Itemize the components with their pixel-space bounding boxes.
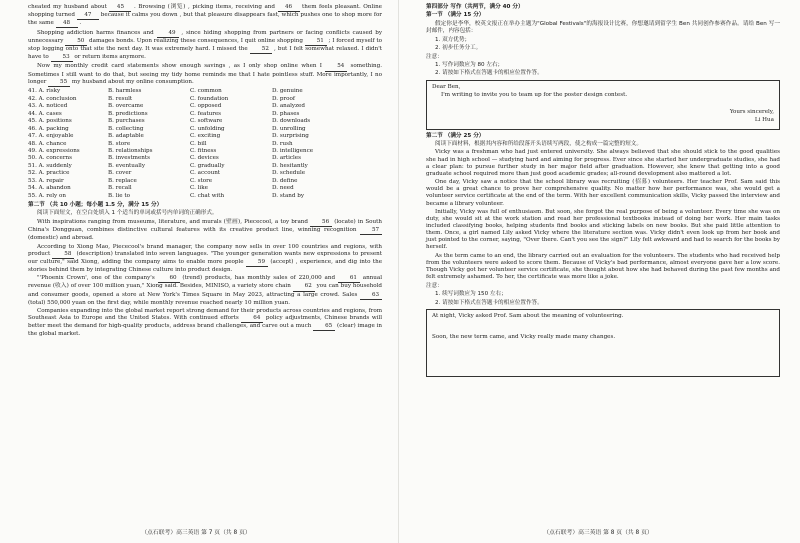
option-48-A: 48. A. chance	[28, 140, 67, 147]
option-50-D: D. articles	[272, 155, 301, 162]
option-49-D: D. intelligence	[272, 147, 314, 154]
option-52-B: B. cover	[108, 170, 132, 177]
note-2-1: 1. 续写词数应为 150 左右；	[435, 291, 507, 298]
blank-46: 46	[278, 4, 300, 12]
option-42-A: 42. A. conclusion	[28, 95, 77, 102]
option-54-A: 54. A. abandon	[28, 185, 71, 192]
blank-63: 63	[360, 292, 382, 300]
page-8-footer: （点石联考）高三英语 第 8 页（共 8 页）	[543, 529, 653, 536]
blank-48: 48	[56, 20, 78, 28]
option-48-D: D. rush	[272, 140, 293, 147]
cloze-continued-paragraph: cheated my husband about 45 . Browsing (浏览) , picking items, receiving and 46 them feels pleasant. Online shopping turned 47 because it calms you down , but that pleasure disappears fast, which pushes one to shop more for the same 48 .	[28, 4, 382, 28]
option-48-B: B. store	[108, 140, 131, 147]
option-45-A: 45. A. positions	[28, 118, 72, 125]
option-55-B: B. lie to	[108, 192, 130, 199]
option-44-A: 44. A. cases	[28, 110, 62, 117]
option-53-C: C. store	[190, 177, 213, 184]
writing-section-1-title: 第一节 （满分 15 分）	[426, 12, 485, 19]
option-55-C: C. chat with	[190, 192, 225, 199]
option-51-D: D. hesitantly	[272, 162, 308, 169]
blank-55: 55	[48, 79, 70, 87]
prompt-point-1: 1. 双方优势；	[435, 36, 471, 43]
blank-64: 64	[241, 315, 263, 323]
page-divider	[398, 0, 399, 543]
story-paragraph-1: Vicky was a freshman who had just entered university. She always believed that she should stick to the good qualities she had in high school — studying hard and aiming for progress. Ever since she started her undergraduate studies, she had a clear plan: to pursue further study in her major field after graduation. However, she knew that getting into a good graduate school required more than just good academic grades; all-round development also mattered a lot.	[426, 149, 780, 177]
blank-45: 45	[109, 4, 131, 12]
blank-49: 49	[157, 30, 179, 38]
option-51-A: 51. A. suddenly	[28, 162, 72, 169]
paragraph-opener-2: Soon, the new term came, and Vicky really made many changes.	[432, 333, 616, 340]
option-53-A: 53. A. repair	[28, 177, 64, 184]
page-8	[402, 0, 794, 543]
option-49-C: C. fitness	[190, 147, 217, 154]
letter-closing: Yours sincerely,	[729, 108, 774, 115]
blank-65: 65	[313, 323, 335, 331]
option-43-C: C. opposed	[190, 103, 222, 110]
option-46-A: 46. A. packing	[28, 125, 69, 132]
prompt-point-2: 2. 初步任务分工。	[435, 45, 482, 52]
option-53-D: D. define	[272, 177, 298, 184]
option-51-C: C. gradually	[190, 162, 225, 169]
part-4-title: 第四部分 写作（共两节，满分 40 分）	[426, 4, 524, 10]
option-47-C: C. exciting	[190, 133, 221, 140]
option-55-D: D. stand by	[272, 192, 304, 199]
blank-51: 51	[305, 38, 327, 46]
continuation-template-box	[426, 309, 780, 377]
grammar-paragraph-1: With inspirations ranging from museums, literature, and murals (壁画), Piececool, a toy brand 56 (locate) in South China's Dongguan, combines distinctive cultural features with its creative product line, winning recognition 57 (domestic) and abroad.	[28, 218, 382, 242]
option-41-C: C. common	[190, 88, 222, 95]
blank-62: 62	[293, 283, 315, 291]
blank-56: 56	[310, 219, 332, 227]
note-2-title: 注意：	[426, 282, 443, 289]
option-50-A: 50. A. concerns	[28, 155, 72, 162]
option-44-C: C. features	[190, 110, 222, 117]
letter-template-box	[426, 80, 780, 130]
story-paragraph-3: Initially, Vicky was full of enthusiasm. But soon, she forgot the real purpose of being a volunteer. Every time she was on duty, she would sit at the work station and read her professional textbooks instead of doing her work. Her main tasks included classifying books, helping students find books and sticking labels on new books. But she paid little attention to them. Once, a girl named Lily asked Vicky where the literature section was. Vicky didn't even look up from her book and just pointed to the corner, saying, "Over there. Can't you see the sign?" Lily felt awkward and had to search for the books by herself.	[426, 209, 781, 251]
grammar-paragraph-4: Companies expanding into the global market report strong demand for their products across countries and regions, from Southeast Asia to Europe and the United States. With continued efforts 64 policy adjustments, Chinese brands will better meet the demand for high-quality products, address brand challenges, and carve out a much 65 (clear) image in the global market.	[28, 308, 382, 338]
option-53-B: B. replace	[108, 177, 137, 184]
option-48-C: C. bill	[190, 140, 207, 147]
blank-61: 61	[338, 275, 360, 283]
option-51-B: B. eventually	[108, 162, 145, 169]
option-46-B: B. collecting	[108, 125, 144, 132]
note-2-2: 2. 请按如下格式在答题卡的相应位置作答。	[435, 299, 543, 306]
option-41-D: D. genuine	[272, 88, 303, 95]
option-47-D: D. surprising	[272, 133, 309, 140]
option-46-D: D. unrolling	[272, 125, 306, 132]
option-50-B: B. investments	[108, 155, 150, 162]
option-42-D: D. proof	[272, 95, 295, 102]
letter-body: I'm writing to invite you to team up for the poster design contest.	[441, 92, 628, 99]
option-47-A: 47. A. enjoyable	[28, 133, 74, 140]
cloze-paragraph-2: Shopping addiction harms finances and 49 , since hiding shopping from partners or facing conflicts caused by unnecessary 50 damages bonds. Upon realizing these consequences, I quit online shopping 51 ; I forced myself to stop logging onto that site the next day. It was extremely hard. I missed the 52 , but I felt somewhat relaxed. I didn't have to 53 or return items anymore.	[28, 30, 382, 62]
page-7	[0, 0, 392, 543]
continuation-instructions: 阅读下面材料，根据其内容和所给段落开头语续写两段，使之构成一篇完整的短文。	[435, 141, 642, 147]
option-54-C: C. like	[190, 185, 208, 192]
story-paragraph-2: One day, Vicky saw a notice that the school library was recruiting (招募) volunteers. Her teacher Prof. Sam said this would be a great chance to prove her comprehensive quality. No matter how her performance was, she would get a volunteer service certificate at the end of the term. With her excellent communication skills, Vicky passed the interview and became a library volunteer.	[426, 179, 780, 207]
grammar-paragraph-3: "'Phoenix Crown', one of the company's 60 (trend) products, has monthly sales of 220,000 and 61 annual revenue (收入) of over 100 million yuan," Xiong said. Besides, MINISO, a variety store chain 62 you can buy household and consumer goods, opened a store at New York's Times Square in May 2023, attracting a large crowd. Sales 63 (total) 550,000 yuan on the first day, while monthly revenue reached nearly 10 million yuan.	[28, 275, 383, 306]
letter-signature: Li Hua	[754, 117, 774, 124]
option-46-C: C. unfolding	[190, 125, 225, 132]
note-1: 1. 写作词数应为 80 左右；	[435, 62, 504, 68]
option-43-A: 43. A. noticed	[28, 103, 68, 110]
option-45-C: C. software	[190, 118, 223, 125]
option-54-D: D. need	[272, 185, 294, 192]
option-54-B: B. recall	[108, 185, 132, 192]
page-7-footer: （点石联考）高三英语 第 7 页（共 8 页）	[141, 529, 251, 536]
option-47-B: B. adaptable	[108, 133, 144, 140]
blank-50: 50	[65, 38, 87, 46]
option-42-C: C. foundation	[190, 95, 229, 102]
option-49-B: B. relationships	[108, 147, 153, 154]
section-2-title: 第二节 （共 10 小题；每小题 1.5 分，满分 15 分）	[28, 201, 163, 208]
blank-52: 52	[250, 46, 272, 54]
option-52-C: C. account	[190, 170, 221, 177]
cloze-paragraph-3: Now my monthly credit card statements show enough savings , as I only shop online when I 54 something. Sometimes I still want to do that, but seeing my tidy home reminds me that I hate pointless stuff. More importantly, I no longer 55 my husband about my online consumption.	[28, 63, 382, 86]
blank-53: 53	[51, 54, 73, 62]
writing-section-2-title: 第二节 （满分 25 分）	[426, 132, 485, 139]
cloze-options-grid	[28, 88, 382, 200]
blank-59: 59	[246, 259, 268, 267]
option-41-A: 41. A. risky	[28, 88, 61, 95]
blank-60: 60	[158, 275, 180, 283]
option-42-B: B. result	[108, 95, 133, 102]
option-44-B: B. predictions	[108, 110, 148, 117]
blank-47: 47	[77, 12, 99, 20]
note-2: 2. 请按如下格式在答题卡的相应位置作答。	[435, 70, 543, 77]
option-55-A: 55. A. rely on	[28, 192, 66, 199]
section-2-instructions: 阅读下面短文，在空白处填入 1 个适当的单词或括号内单词的正确形式。	[37, 210, 218, 217]
story-paragraph-4: As the term came to an end, the library carried out an evaluation for the volunteers. The students who had received help from the volunteers were asked to score them. Because of Vicky's bad performance, almost everyone gave her a low score. Though Vicky got her volunteer service certificate, she thought about how she had behaved during the past few months and felt extremely ashamed. To her, the certificate was more like a joke.	[426, 252, 780, 281]
blank-58: 58	[52, 251, 74, 259]
blank-54: 54	[325, 63, 347, 71]
writing-prompt: 假定你是李华，校英文报正在举办主题为"Global Festivals"的海报设计比赛，你想邀请到留学生 Ben 共同创作参赛作品。请给 Ben 写一封邮件，内容包括：	[426, 20, 780, 35]
blank-57: 57	[360, 227, 382, 235]
option-45-B: B. purchases	[108, 118, 145, 125]
option-44-D: D. phases	[272, 110, 300, 117]
paragraph-opener-1: At night, Vicky asked Prof. Sam about the meaning of volunteering.	[432, 312, 624, 319]
letter-greeting: Dear Ben,	[432, 83, 461, 90]
option-52-D: D. schedule	[272, 170, 306, 177]
option-50-C: C. devices	[190, 155, 219, 162]
option-41-B: B. harmless	[108, 88, 142, 95]
option-49-A: 49. A. expressions	[28, 147, 80, 154]
option-52-A: 52. A. practice	[28, 170, 70, 177]
option-43-D: D. analyzed	[272, 103, 305, 110]
grammar-paragraph-2: According to Xiong Mao, Piececool's brand manager, the company now sells in over 100 countries and regions, with product 58 (description) translated into seven languages. "The younger generation wants new expressions to present our culture," said Xiong, adding the company aims to enable more people 59 (accept) , experience, and dig into the stories behind them by integrating Chinese culture into product design.	[28, 243, 382, 273]
note-title: 注意：	[426, 53, 443, 60]
option-45-D: D. downloads	[272, 118, 311, 125]
option-43-B: B. overcame	[108, 103, 144, 110]
